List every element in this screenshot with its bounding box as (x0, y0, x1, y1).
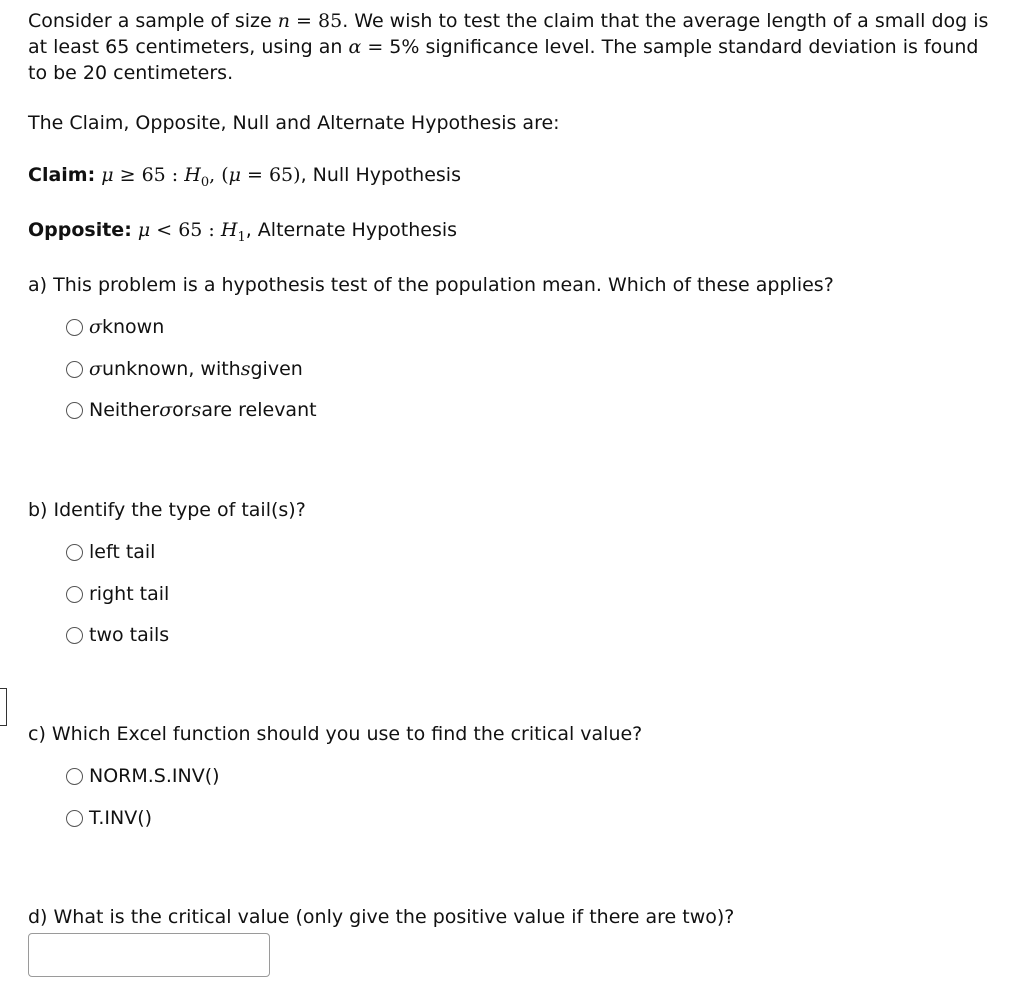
intro-text-1: Consider a sample of size (28, 10, 278, 32)
s-symbol: s (191, 399, 202, 421)
s-symbol: s (240, 358, 251, 380)
intro-text-3: = 5% significance level. The sample standard deviation is found to be 20 centimeters. (28, 36, 979, 84)
sigma-symbol: σ (89, 358, 102, 380)
n-symbol: n (277, 10, 290, 32)
opposite-tail: , Alternate Hypothesis (245, 219, 458, 241)
option-left-tail[interactable] (66, 540, 155, 564)
option-label-2: are relevant (201, 399, 317, 421)
radio-button[interactable] (66, 544, 83, 561)
hypothesis-intro: The Claim, Opposite, Null and Alternate Hypothesis are: (28, 112, 560, 134)
option-label-pre: Neither (89, 399, 160, 421)
option-label-2: given (250, 358, 303, 380)
option-label: T.INV() (89, 807, 153, 829)
option-label: right tail (89, 583, 170, 605)
intro-text-2: . We wish to test the claim that the average length of a small dog is at least 65 centimeters, using an (28, 10, 989, 58)
question-d-prompt: d) What is the critical value (only give the positive value if there are two)? (28, 906, 735, 928)
claim-mid: , ( (209, 164, 229, 186)
radio-button[interactable] (66, 586, 83, 603)
side-marker (0, 688, 7, 726)
option-label: two tails (89, 624, 170, 646)
option-norm-s-inv[interactable] (66, 764, 220, 788)
problem-statement (28, 8, 1003, 86)
question-c-prompt: c) Which Excel function should you use to find the critical value? (28, 723, 643, 745)
option-sigma-known[interactable] (66, 315, 164, 339)
radio-button[interactable] (66, 402, 83, 419)
option-label: left tail (89, 541, 156, 563)
option-neither[interactable] (66, 398, 317, 422)
h0-subscript: 0 (200, 174, 210, 190)
h1-symbol: H (220, 219, 238, 241)
sigma-symbol: σ (159, 399, 173, 421)
radio-button[interactable] (66, 319, 83, 336)
mu-symbol: μ (228, 164, 241, 186)
claim-label: Claim: (28, 164, 96, 186)
mu-symbol: μ (137, 219, 151, 241)
h1-subscript: 1 (237, 229, 246, 245)
opposite-expression: < 65 : (150, 219, 221, 241)
opposite-line (28, 219, 457, 245)
question-b-prompt: b) Identify the type of tail(s)? (28, 499, 306, 521)
n-value: = 85 (290, 10, 343, 32)
option-t-inv[interactable] (66, 806, 152, 830)
option-sigma-unknown[interactable] (66, 357, 303, 381)
claim-tail: , Null Hypothesis (300, 164, 461, 186)
radio-button[interactable] (66, 810, 83, 827)
mu-symbol: μ (101, 164, 114, 186)
option-label: unknown, with (101, 358, 241, 380)
radio-button[interactable] (66, 361, 83, 378)
alpha-symbol: α (348, 36, 362, 58)
opposite-label: Opposite: (28, 219, 132, 241)
h0-symbol: H (184, 164, 201, 186)
option-label: or (172, 399, 192, 421)
option-right-tail[interactable] (66, 582, 169, 606)
claim-null-eq: = 65) (240, 164, 301, 186)
option-label: known (101, 316, 165, 338)
claim-expression: ≥ 65 : (113, 164, 185, 186)
claim-line (28, 164, 461, 190)
sigma-symbol: σ (89, 316, 102, 338)
radio-button[interactable] (66, 768, 83, 785)
option-two-tails[interactable] (66, 623, 169, 647)
question-a-prompt: a) This problem is a hypothesis test of the population mean. Which of these applies? (28, 274, 834, 296)
option-label: NORM.S.INV() (89, 765, 220, 787)
critical-value-input[interactable] (28, 933, 270, 977)
radio-button[interactable] (66, 627, 83, 644)
